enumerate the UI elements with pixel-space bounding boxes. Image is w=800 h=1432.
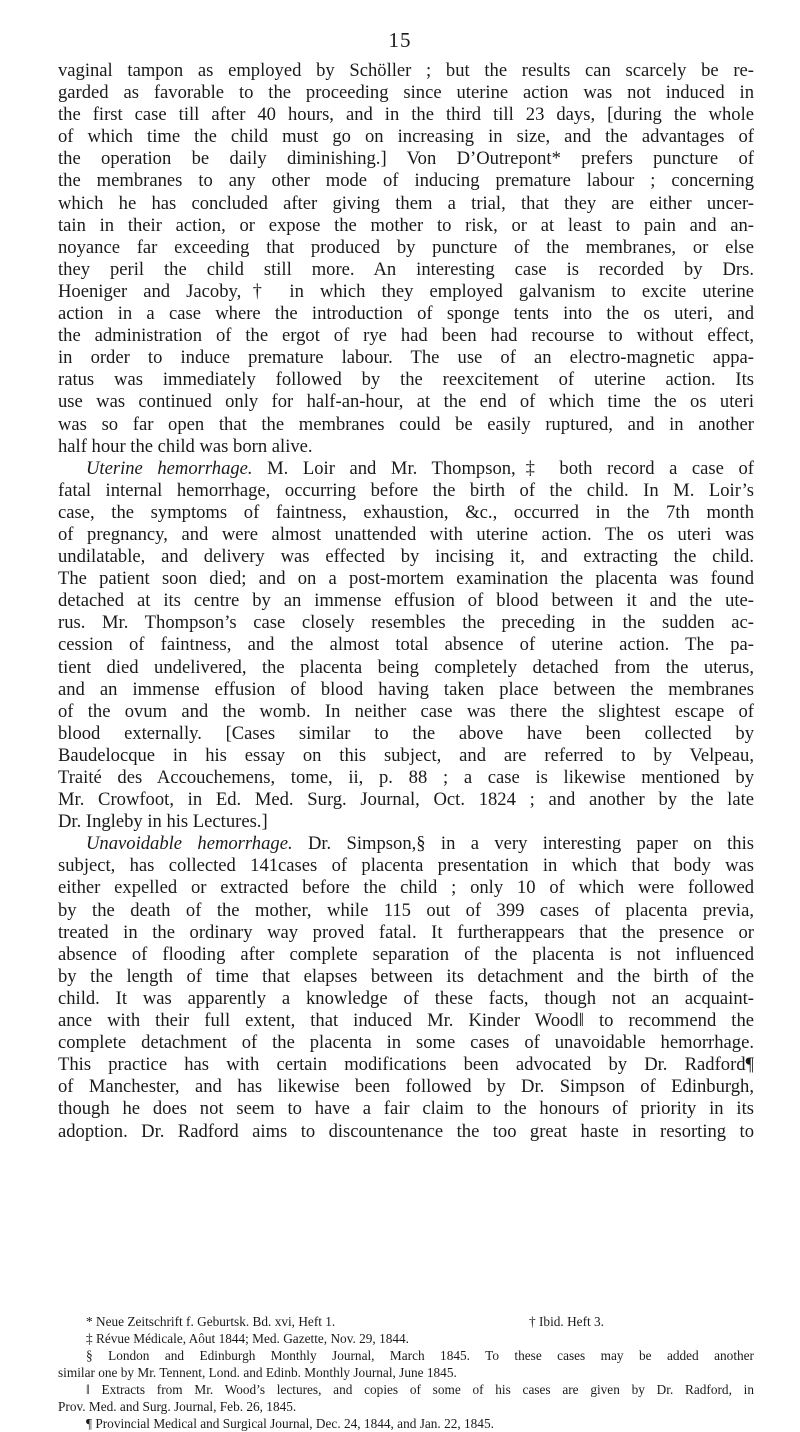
- text-line: detached at its centre by an immense effusion of blood between it and the ute-: [58, 590, 754, 612]
- text-line: by the length of time that elapses between its detachment and the birth of the: [58, 965, 754, 987]
- text-line: which he has concluded after giving them a trial, that they are either uncer-: [58, 192, 754, 214]
- text-line: of the ovum and the womb. In neither case was there the slightest escape of: [58, 700, 754, 722]
- text-line: Hoeniger and Jacoby,† in which they employed galvanism to excite uterine: [58, 280, 754, 302]
- text-line: was so far open that the membranes could be easily ruptured, and in another: [58, 413, 754, 435]
- text-line: cession of faintness, and the almost total absence of uterine action. The pa-: [58, 634, 754, 656]
- footnote-4-continued: similar one by Mr. Tennent, Lond. and Edinb. Monthly Journal, June 1845.: [58, 1365, 457, 1380]
- text-line: child. It was apparently a knowledge of these facts, though not an acquaint-: [58, 987, 754, 1009]
- text-line: blood externally. [Cases similar to the above have been collected by: [58, 722, 754, 744]
- section-heading-unavoidable-hemorrhage: Unavoidable hemorrhage.: [86, 833, 293, 855]
- text-line: the administration of the ergot of rye had been had recourse to without effect,: [58, 325, 754, 347]
- text-line: undilatable, and delivery was effected by incising it, and extracting the child.: [58, 546, 754, 568]
- text-line: adoption. Dr. Radford aims to discountenance the too great haste in resorting to: [58, 1120, 754, 1142]
- text-line: Mr. Crowfoot, in Ed. Med. Surg. Journal, Oct. 1824 ; and another by the late: [58, 789, 754, 811]
- text-line: tain in their action, or expose the mother to risk, or at least to pain and an-: [58, 214, 754, 236]
- text-line: The patient soon died; and on a post-mortem examination the placenta was found: [58, 568, 754, 590]
- text-line: they peril the child still more. An interesting case is recorded by Drs.: [58, 258, 754, 280]
- paragraph-uterine-hemorrhage-start: [58, 458, 754, 480]
- text-line: noyance far exceeding that produced by puncture of the membranes, or else: [58, 236, 754, 258]
- text-line: fatal internal hemorrhage, occurring before the birth of the child. In M. Loir’s: [58, 479, 754, 501]
- text-span: M. Loir and Mr. Thompson,‡ both record a case of: [252, 457, 754, 479]
- footnote-row: [58, 1313, 754, 1330]
- text-span: Dr. Simpson,§ in a very interesting paper on this: [292, 833, 754, 855]
- text-line: complete detachment of the placenta in some cases of unavoidable hemorrhage.: [58, 1032, 754, 1054]
- paragraph-unavoidable-hemorrhage-start: [58, 833, 754, 855]
- text-line: in order to induce premature labour. The use of an electro-magnetic appa-: [58, 347, 754, 369]
- text-line: case, the symptoms of faintness, exhaustion, &c., occurred in the 7th month: [58, 501, 754, 523]
- footnote-3: ‡ Révue Médicale, Aôut 1844; Med. Gazette, Nov. 29, 1844.: [86, 1331, 409, 1346]
- footnote-2: † Ibid. Heft 3.: [529, 1314, 604, 1329]
- text-line: This practice has with certain modifications been advocated by Dr. Radford¶: [58, 1054, 754, 1076]
- text-line: of Manchester, and has likewise been followed by Dr. Simpson of Edinburgh,: [58, 1076, 754, 1098]
- text-line: and an immense effusion of blood having taken place between the membranes: [58, 678, 754, 700]
- text-line: use was continued only for half-an-hour, at the end of which time the os uteri: [58, 391, 754, 413]
- footnote-5: ‖ Extracts from Mr. Wood’s lectures, and copies of some of his cases are given by Dr. Radford, in: [86, 1382, 754, 1397]
- text-line: tient died undelivered, the placenta being completely detached from the uterus,: [58, 656, 754, 678]
- text-line: the first case till after 40 hours, and in the third till 23 days, [during the whole: [58, 104, 754, 126]
- footnote-5-continued: Prov. Med. and Surg. Journal, Feb. 26, 1845.: [58, 1399, 297, 1414]
- text-line: treated in the ordinary way proved fatal. It furtherappears that the presence or: [58, 921, 754, 943]
- footnotes: [58, 1313, 754, 1432]
- text-line: the membranes to any other mode of inducing premature labour ; concerning: [58, 170, 754, 192]
- text-line: either expelled or extracted before the child ; only 10 of which were followed: [58, 877, 754, 899]
- text-line: though he does not seem to have a fair claim to the honours of priority in its: [58, 1098, 754, 1120]
- text-line: Dr. Ingleby in his Lectures.]: [58, 811, 268, 833]
- text-line: Traité des Accouchemens, tome, ii, p. 88 ; a case is likewise mentioned by: [58, 767, 754, 788]
- text-line: of pregnancy, and were almost unattended with uterine action. The os uteri was: [58, 523, 754, 545]
- text-line: by the death of the mother, while 115 out of 399 cases of placenta previa,: [58, 899, 754, 921]
- text-line: of which time the child must go on increasing in size, and the advantages of: [58, 126, 754, 148]
- text-line: absence of flooding after complete separation of the placenta is not influenced: [58, 943, 754, 965]
- footnote-4: § London and Edinburgh Monthly Journal, March 1845. To these cases may be added another: [86, 1348, 754, 1363]
- text-line: half hour the child was born alive.: [58, 435, 313, 457]
- page-number: 15: [388, 28, 412, 52]
- text-line: subject, has collected 141cases of placenta presentation in which that body was: [58, 855, 754, 877]
- footnote-1: * Neue Zeitschrift f. Geburtsk. Bd. xvi, Heft 1.: [86, 1314, 336, 1329]
- footnote-6: ¶ Provincial Medical and Surgical Journal, Dec. 24, 1844, and Jan. 22, 1845.: [86, 1416, 494, 1431]
- text-line: the operation be daily diminishing.] Von D’Outrepont* prefers puncture of: [58, 148, 754, 170]
- body-text: [58, 60, 754, 1143]
- text-line: Baudelocque in his essay on this subject, and are referred to by Velpeau,: [58, 744, 754, 766]
- text-line: garded as favorable to the proceeding since uterine action was not induced in: [58, 82, 754, 104]
- text-line: rus. Mr. Thompson’s case closely resembles the preceding in the sudden ac-: [58, 612, 754, 634]
- text-line: ance with their full extent, that induced Mr. Kinder Wood‖ to recommend the: [58, 1010, 754, 1032]
- text-line: vaginal tampon as employed by Schöller ; but the results can scarcely be re-: [58, 60, 754, 81]
- text-line: action in a case where the introduction of sponge tents into the os uteri, and: [58, 303, 754, 325]
- section-heading-uterine-hemorrhage: Uterine hemorrhage.: [86, 457, 253, 479]
- text-line: ratus was immediately followed by the reexcitement of uterine action. Its: [58, 369, 754, 391]
